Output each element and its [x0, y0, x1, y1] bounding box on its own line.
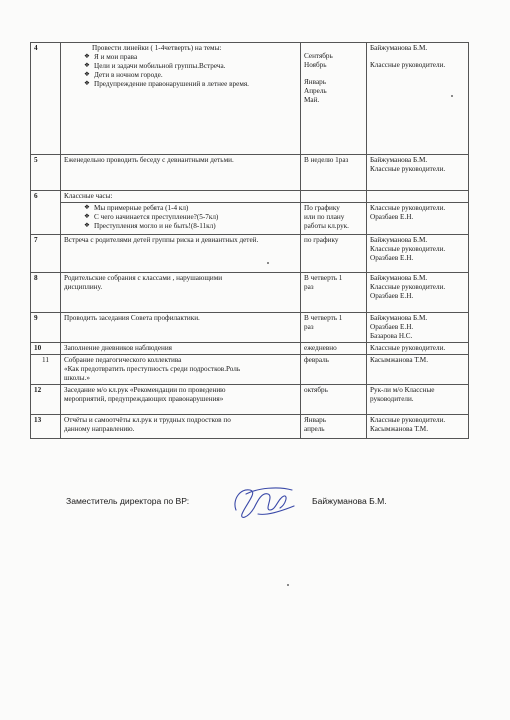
table-row — [31, 191, 469, 203]
action-cell — [61, 203, 301, 235]
action-cell — [61, 415, 301, 439]
responsible-line: Классные руководители. — [370, 61, 446, 69]
date-line: Май. — [304, 96, 320, 104]
date-cell — [301, 385, 367, 415]
responsible-line: Классные руководители. — [370, 245, 446, 253]
date-line: по графику — [304, 236, 339, 244]
action-cell — [61, 355, 301, 385]
date-line: работы кл.рук. — [304, 222, 349, 230]
action-line: Собрание педагогического коллектива — [64, 356, 182, 364]
handwritten-signature — [228, 480, 298, 524]
responsible-cell — [367, 43, 469, 155]
responsible-cell — [367, 155, 469, 191]
responsible-cell — [367, 355, 469, 385]
list-item: ❖ Дети в ночном городе. — [84, 71, 297, 80]
row-number: 13 — [31, 415, 61, 439]
date-cell — [301, 203, 367, 235]
table-row — [31, 203, 469, 235]
action-cell — [61, 273, 301, 313]
date-line: раз — [304, 323, 314, 331]
responsible-line: Классные руководители. — [370, 165, 446, 173]
date-line: ежедневно — [304, 344, 337, 352]
responsible-line: руководители. — [370, 395, 414, 403]
responsible-line: Классные руководители. — [370, 204, 446, 212]
date-line: По графику — [304, 204, 340, 212]
responsible-line: Байжуманова Б.М. — [370, 314, 428, 322]
scan-speck — [451, 95, 453, 97]
list-item: ❖ Предупреждение правонарушений в летнее время. — [84, 80, 297, 89]
action-intro: Провести линейки ( 1-4четверть) на темы: — [92, 44, 222, 52]
action-line: Родительские собрания с классами , нарушающими — [64, 274, 223, 282]
responsible-cell — [367, 273, 469, 313]
action-line: данному направлению. — [64, 425, 135, 433]
responsible-line: Классные руководители. — [370, 283, 446, 291]
date-cell — [301, 273, 367, 313]
row-number: 12 — [31, 385, 61, 415]
responsible-cell — [367, 191, 469, 203]
action-line: «Как предотвратить преступность среди подростков.Роль — [64, 365, 241, 373]
action-cell: Заполнение дневников наблюдения — [61, 343, 301, 355]
date-line: В четверть 1 — [304, 314, 343, 322]
row-number: 6 — [31, 191, 61, 235]
responsible-cell — [367, 415, 469, 439]
table-row — [31, 313, 469, 343]
list-item: ❖ С чего начинается преступление?(5-7кл) — [84, 213, 297, 222]
responsible-line: Оразбаев Е.Н. — [370, 254, 414, 262]
action-cell: Проводить заседания Совета профилактики. — [61, 313, 301, 343]
date-line: Апрель — [304, 87, 327, 95]
table-row — [31, 355, 469, 385]
date-line: Ноябрь — [304, 61, 327, 69]
action-cell: Еженедельно проводить беседу с девиантными детьми. — [61, 155, 301, 191]
date-cell — [301, 235, 367, 273]
row-number: 8 — [31, 273, 61, 313]
date-line: раз — [304, 283, 314, 291]
responsible-cell — [367, 235, 469, 273]
responsible-line: Касымжанова Т.М. — [370, 356, 428, 364]
activity-plan-table — [30, 42, 469, 439]
row-number: 7 — [31, 235, 61, 273]
scan-speck — [287, 584, 289, 586]
responsible-cell — [367, 313, 469, 343]
action-cell — [61, 385, 301, 415]
date-cell — [301, 43, 367, 155]
date-cell — [301, 313, 367, 343]
table-row — [31, 43, 469, 155]
table-row — [31, 385, 469, 415]
action-cell: Классные часы: — [61, 191, 301, 203]
action-cell: Встреча с родителями детей группы риска и девиантных детей. — [61, 235, 301, 273]
action-cell — [61, 43, 301, 155]
date-cell — [301, 155, 367, 191]
responsible-line: Рук-ли м/о Классные — [370, 386, 435, 394]
date-line: Сентябрь — [304, 52, 333, 60]
date-line: февраль — [304, 356, 329, 364]
class-hour-list — [64, 204, 297, 231]
date-line: В четверть 1 — [304, 274, 343, 282]
table-row — [31, 273, 469, 313]
responsible-line: Касымжанова Т.М. — [370, 425, 428, 433]
date-line: или по плану — [304, 213, 345, 221]
date-cell — [301, 415, 367, 439]
date-cell — [301, 343, 367, 355]
responsible-cell — [367, 385, 469, 415]
list-item: ❖ Я и мои права — [84, 53, 297, 62]
table-row — [31, 235, 469, 273]
responsible-cell — [367, 343, 469, 355]
responsible-line: Классные руководители. — [370, 416, 446, 424]
responsible-line: Байжуманова Б.М. — [370, 236, 428, 244]
responsible-line: Байжуманова Б.М. — [370, 274, 428, 282]
date-line: Январь — [304, 78, 327, 86]
action-line: школы.» — [64, 374, 90, 382]
responsible-line: Базарова Н.С. — [370, 332, 413, 340]
date-line: Январь — [304, 416, 327, 424]
table-row — [31, 155, 469, 191]
responsible-line: Оразбаев Е.Н. — [370, 213, 414, 221]
responsible-line: Байжуманова Б.М. — [370, 44, 428, 52]
action-line: Отчёты и самоотчёты кл.рук и трудных подростков по — [64, 416, 231, 424]
responsible-line: Оразбаев Е.Н. — [370, 323, 414, 331]
responsible-cell — [367, 203, 469, 235]
topic-list — [64, 53, 297, 89]
signatory-position: Заместитель директора по ВР: — [66, 496, 190, 506]
signatory-name: Байжуманова Б.М. — [312, 496, 387, 506]
date-line: апрель — [304, 425, 325, 433]
action-line: Заседание м/о кл.рук «Рекомендации по проведению — [64, 386, 226, 394]
list-item: ❖ Цели и задачи мобильной группы.Встреча. — [84, 62, 297, 71]
action-line: дисциплину. — [64, 283, 103, 291]
responsible-line: Оразбаев Е.Н. — [370, 292, 414, 300]
date-cell — [301, 355, 367, 385]
row-number: 10 — [31, 343, 61, 355]
scan-speck — [267, 262, 269, 264]
table-row — [31, 343, 469, 355]
row-number: 11 — [31, 355, 61, 385]
row-number: 4 — [31, 43, 61, 155]
responsible-line: Классные руководители. — [370, 344, 446, 352]
list-item: ❖ Мы примерные ребята (1-4 кл) — [84, 204, 297, 213]
action-line: мероприятий, предупреждающих правонарушения» — [64, 395, 224, 403]
row-number: 5 — [31, 155, 61, 191]
date-cell — [301, 191, 367, 203]
date-line: В неделю 1раз — [304, 156, 349, 164]
table-row — [31, 415, 469, 439]
list-item: ❖ Преступления могло и не быть!(8-11кл) — [84, 222, 297, 231]
responsible-line: Байжуманова Б.М. — [370, 156, 428, 164]
row-number: 9 — [31, 313, 61, 343]
date-line: октябрь — [304, 386, 328, 394]
